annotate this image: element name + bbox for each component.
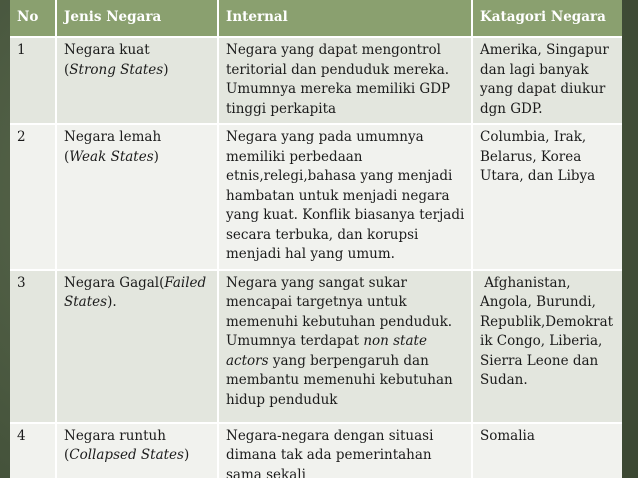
cell-line: Negara Gagal(Failed [64, 274, 207, 291]
italic-text: Collapsed States [69, 447, 184, 463]
header-internal: Internal [218, 0, 472, 37]
cell-line: memiliki perbedaan [226, 148, 363, 165]
italic-text: actors [226, 352, 269, 369]
cell-line: Utara, dan Libya [480, 168, 596, 184]
cell-line: dgn GDP. [480, 100, 543, 117]
cell-line: Belarus, Korea [480, 148, 582, 165]
cell-line: Angola, Burundi, [480, 294, 596, 310]
table-row [10, 423, 622, 478]
cell-line: (Collapsed States) [64, 447, 190, 463]
header-kategori-negara: Katagori Negara [472, 0, 622, 37]
cell-jenis [56, 270, 218, 423]
cell-line: mencapai targetnya untuk [226, 294, 407, 310]
cell-line: (Strong States) [64, 61, 169, 78]
cell-line: States). [64, 294, 117, 310]
table-row [10, 270, 622, 423]
table-row [10, 124, 622, 270]
italic-text: Weak States [69, 148, 154, 165]
table-row [10, 37, 622, 124]
cell-line: Republik,Demokrat [480, 313, 614, 330]
cell-line: Sierra Leone dan [480, 352, 599, 369]
italic-text: non state [363, 333, 427, 349]
cell-kategori [472, 124, 622, 270]
cell-line: Sudan. [480, 372, 528, 388]
cell-line: Columbia, Irak, [480, 129, 587, 145]
italic-text: Failed [164, 274, 207, 291]
cell-line: yang kuat. Konflik biasanya terjadi [226, 207, 465, 223]
cell-line: Negara lemah [64, 129, 162, 145]
cell-line: Negara yang dapat mengontrol [226, 42, 441, 58]
cell-line: Negara-negara dengan situasi [226, 427, 434, 444]
cell-line: menjadi hal yang umum. [226, 246, 395, 262]
cell-line: Amerika, Singapur [480, 42, 609, 58]
cell-internal [218, 37, 472, 124]
cell-line: Umumnya mereka memiliki GDP [226, 81, 451, 97]
cell-kategori [472, 37, 622, 124]
cell-line: Afghanistan, [480, 274, 571, 291]
table-header-row [10, 0, 622, 37]
cell-line: tinggi perkapita [226, 100, 337, 117]
cell-jenis [56, 423, 218, 478]
cell-line: ik Congo, Liberia, [480, 333, 603, 349]
cell-line: Negara kuat [64, 42, 150, 58]
cell-jenis [56, 124, 218, 270]
cell-internal [218, 124, 472, 270]
cell-no: 3 [10, 270, 56, 423]
cell-kategori [472, 423, 622, 478]
cell-jenis [56, 37, 218, 124]
header-no: No [10, 0, 56, 37]
negara-table [10, 0, 622, 478]
cell-line: Negara yang pada umumnya [226, 129, 424, 145]
cell-line: etnis,relegi,bahasa yang menjadi [226, 168, 453, 184]
cell-line: Somalia [480, 427, 535, 444]
cell-line: memenuhi kebutuhan penduduk. [226, 313, 453, 330]
cell-no: 2 [10, 124, 56, 270]
cell-line: Negara yang sangat sukar [226, 274, 407, 291]
italic-text: Strong States [69, 61, 164, 78]
cell-line: secara terbuka, dan korupsi [226, 226, 419, 243]
cell-internal [218, 270, 472, 423]
cell-line: dan lagi banyak [480, 61, 589, 78]
cell-line: teritorial dan penduduk mereka. [226, 61, 450, 78]
cell-internal [218, 423, 472, 478]
cell-line: hidup penduduk [226, 391, 338, 408]
cell-line: dimana tak ada pemerintahan [226, 447, 432, 463]
cell-line: (Weak States) [64, 148, 159, 165]
cell-line: yang dapat diukur [480, 81, 606, 97]
cell-line: Umumnya terdapat non state [226, 333, 427, 349]
cell-no: 4 [10, 423, 56, 478]
header-jenis-negara: Jenis Negara [56, 0, 218, 37]
cell-line: actors yang berpengaruh dan [226, 352, 429, 369]
cell-line: Negara runtuh [64, 427, 166, 444]
slide-frame [10, 0, 622, 478]
italic-text: States [64, 294, 108, 310]
cell-no: 1 [10, 37, 56, 124]
cell-line: hambatan untuk menjadi negara [226, 187, 450, 204]
cell-kategori [472, 270, 622, 423]
cell-line: sama sekali [226, 466, 306, 478]
cell-line: membantu memenuhi kebutuhan [226, 372, 453, 388]
